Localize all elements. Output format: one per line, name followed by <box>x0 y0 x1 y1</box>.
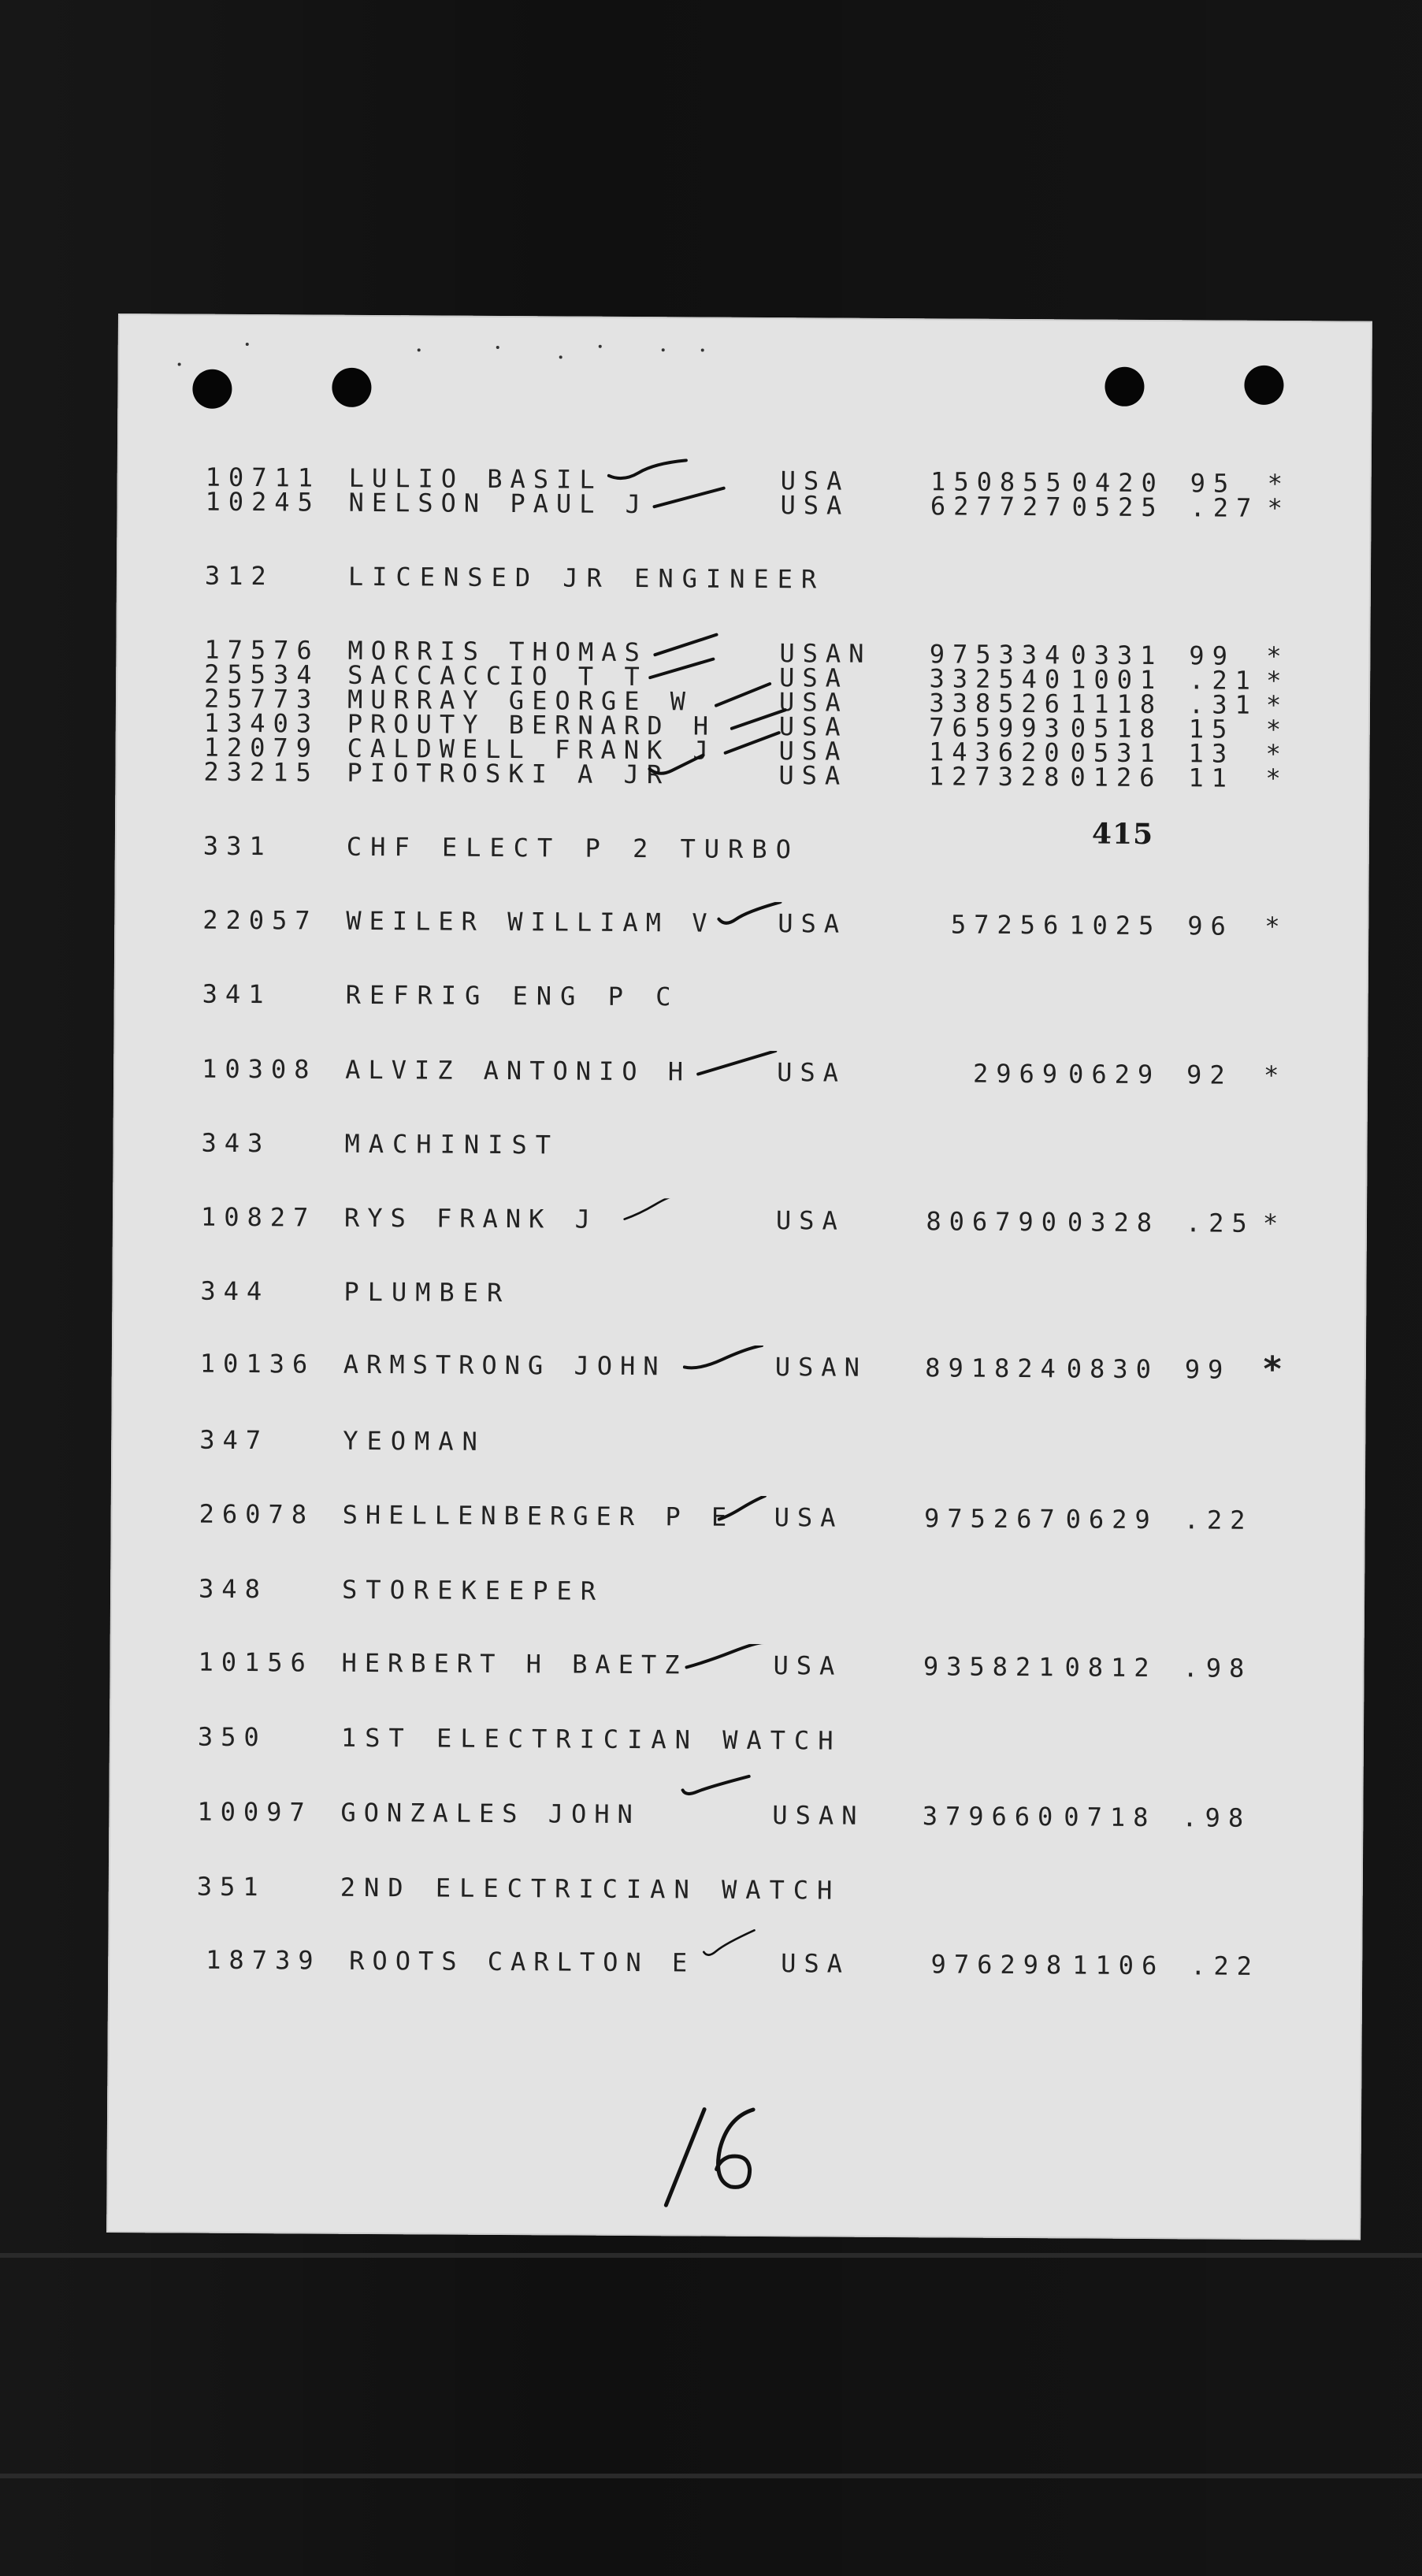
section-header <box>112 1277 1366 1312</box>
record-code: .25 <box>1185 1208 1255 1238</box>
checkmark-icon <box>687 1928 774 1961</box>
speck <box>559 355 562 358</box>
section-title: PLUMBER <box>343 1276 511 1308</box>
record-number: 338526 <box>929 688 1068 719</box>
record-code: 99 <box>1189 640 1236 671</box>
record-number: 379660 <box>922 1801 1061 1832</box>
employee-name: SHELLENBERGER P E <box>342 1499 735 1532</box>
section-code: 331 <box>202 830 273 862</box>
citizenship: USA <box>777 1057 847 1088</box>
employee-id: 10097 <box>197 1796 313 1828</box>
record-date: 0629 <box>1065 1504 1158 1535</box>
employee-name: WEILER WILLIAM V <box>346 905 715 938</box>
citizenship: USA <box>778 687 848 718</box>
checkmark-icon <box>648 753 734 785</box>
record-code: 13 <box>1188 738 1235 769</box>
record-date: 1001 <box>1071 664 1164 696</box>
asterisk-mark: * <box>1264 911 1280 942</box>
speck <box>662 348 665 351</box>
table-row <box>108 1946 1362 1980</box>
record-code: .98 <box>1182 1802 1252 1833</box>
employee-id: 10136 <box>199 1348 316 1379</box>
section-code: 350 <box>197 1721 267 1753</box>
record-code: 96 <box>1187 911 1234 941</box>
record-code: .27 <box>1190 492 1260 523</box>
employee-id: 12079 <box>203 732 320 763</box>
record-code: .31 <box>1188 689 1258 720</box>
speck <box>496 346 499 349</box>
section-header <box>115 832 1369 867</box>
punch-hole <box>332 368 371 407</box>
checkmark-icon <box>685 1643 771 1676</box>
record-code: 92 <box>1186 1060 1233 1090</box>
employee-name: PROUTY BERNARD H <box>347 708 717 741</box>
section-title: LICENSED JR ENGINEER <box>347 561 826 595</box>
employee-id: 10245 <box>205 486 321 518</box>
citizenship: USA <box>778 760 848 791</box>
speck <box>246 343 249 346</box>
record-date: 0525 <box>1071 492 1164 523</box>
asterisk-mark: * <box>1265 714 1282 745</box>
record-date: 1106 <box>1072 1950 1165 1981</box>
section-code: 348 <box>198 1573 269 1605</box>
employee-name: ARMSTRONG JOHN <box>343 1349 666 1382</box>
employee-id: 17576 <box>204 634 320 666</box>
section-code: 351 <box>196 1871 266 1902</box>
section-header <box>109 1873 1363 1907</box>
record-number: 143620 <box>928 737 1067 768</box>
checkmark-icon <box>609 1198 696 1230</box>
asterisk-mark: * <box>1266 665 1282 696</box>
employee-name: CALDWELL FRANK J <box>347 733 716 766</box>
citizenship: USAN <box>772 1800 865 1831</box>
section-title: YEOMAN <box>343 1425 486 1457</box>
employee-name: SACCACCIO T T <box>347 659 648 692</box>
section-title: STOREKEEPER <box>341 1574 605 1606</box>
section-title: 1ST ELECTRICIAN WATCH <box>340 1722 842 1756</box>
record-date: 0126 <box>1070 762 1163 793</box>
record-number: 806790 <box>926 1206 1065 1238</box>
record-date: 0718 <box>1064 1802 1157 1833</box>
record-number: 150855 <box>930 466 1069 498</box>
employee-id: 10308 <box>202 1053 317 1085</box>
record-code: .22 <box>1190 1951 1260 1981</box>
handwritten-page-number <box>634 2077 777 2212</box>
film-edge-band <box>0 2253 1422 2258</box>
record-date: 0830 <box>1066 1353 1160 1385</box>
record-number: 332540 <box>929 663 1068 695</box>
record-number: 57256 <box>950 909 1067 941</box>
asterisk-mark: * <box>1266 640 1282 672</box>
citizenship: USA <box>781 1948 851 1979</box>
section-code: 341 <box>202 978 272 1010</box>
employee-name: MORRIS THOMAS <box>347 635 648 668</box>
record-date: 0518 <box>1070 713 1163 744</box>
record-number: 975267 <box>923 1503 1063 1535</box>
citizenship: USA <box>774 1502 844 1533</box>
speck <box>599 345 602 348</box>
asterisk-mark: * <box>1265 689 1282 721</box>
record-number: 127328 <box>928 761 1067 792</box>
citizenship: USA <box>780 466 850 496</box>
record-date: 0328 <box>1067 1207 1160 1238</box>
asterisk-mark: * <box>1262 1208 1279 1239</box>
table-row <box>111 1500 1365 1535</box>
speck <box>418 348 421 351</box>
record-number: 2969 <box>972 1058 1066 1089</box>
employee-name: ALVIZ ANTONIO H <box>345 1054 692 1087</box>
table-row <box>113 1203 1367 1238</box>
employee-id: 25773 <box>203 683 320 715</box>
citizenship: USA <box>780 490 850 521</box>
document-sheet <box>106 314 1372 2240</box>
record-date: 0531 <box>1070 737 1163 769</box>
employee-id: 10711 <box>205 462 321 493</box>
employee-name: RYS FRANK J <box>343 1202 599 1234</box>
employee-id: 22057 <box>202 904 318 936</box>
stamped-number: 415 <box>1091 817 1154 852</box>
section-code: 343 <box>201 1127 271 1159</box>
speck <box>178 362 181 366</box>
employee-name: NELSON PAUL J <box>348 487 649 520</box>
record-code: 95 <box>1190 468 1237 499</box>
checkmark-icon <box>683 1345 770 1377</box>
employee-id: 23215 <box>203 756 319 788</box>
table-row <box>109 1798 1363 1832</box>
record-number: 935821 <box>923 1651 1062 1683</box>
table-row <box>113 1055 1368 1089</box>
checkmark-icon <box>678 1769 764 1802</box>
employee-name: LULIO BASIL <box>348 462 603 495</box>
punch-hole <box>1244 366 1283 405</box>
record-code: .22 <box>1183 1505 1253 1535</box>
section-title: REFRIG ENG P C <box>345 979 680 1012</box>
section-header <box>113 1129 1367 1164</box>
employee-id: 10156 <box>198 1646 314 1678</box>
punch-hole <box>192 369 232 409</box>
section-header <box>111 1426 1365 1461</box>
citizenship: USA <box>779 663 849 693</box>
citizenship: USAN <box>774 1352 868 1383</box>
record-number: 891824 <box>925 1353 1064 1384</box>
employee-id: 10827 <box>200 1201 317 1233</box>
asterisk-mark: * <box>1264 1060 1279 1091</box>
record-date: 0331 <box>1071 640 1164 671</box>
section-header <box>110 1575 1364 1609</box>
employee-name: ROOTS CARLTON E <box>349 1945 696 1978</box>
asterisk-mark: * <box>1265 738 1281 770</box>
asterisk-mark: * <box>1265 763 1281 794</box>
citizenship: USA <box>775 1205 845 1236</box>
speck <box>701 349 704 352</box>
employee-id: 18739 <box>206 1944 321 1976</box>
citizenship: USA <box>773 1650 843 1681</box>
record-code: 15 <box>1188 714 1235 744</box>
table-row <box>112 1348 1366 1390</box>
employee-name: GONZALES JOHN <box>340 1797 640 1830</box>
asterisk-mark: * <box>1261 1349 1283 1390</box>
record-code: .21 <box>1189 665 1259 696</box>
citizenship: USA <box>778 736 848 766</box>
employee-id: 13403 <box>203 707 320 739</box>
section-title: MACHINIST <box>344 1128 560 1160</box>
record-number: 765993 <box>929 712 1067 744</box>
section-header <box>114 980 1368 1015</box>
asterisk-mark: * <box>1267 468 1283 499</box>
section-code: 344 <box>200 1275 270 1307</box>
employee-name: HERBERT H BAETZ <box>341 1647 688 1680</box>
punch-hole <box>1105 367 1144 406</box>
section-header <box>117 562 1371 596</box>
employee-id: 26078 <box>199 1498 315 1530</box>
employee-name: MURRAY GEORGE W <box>347 684 694 717</box>
citizenship: USAN <box>779 638 872 669</box>
section-header <box>110 1723 1364 1758</box>
record-date: 0629 <box>1068 1059 1161 1090</box>
checkmark-icon <box>652 483 739 515</box>
section-code: 312 <box>204 560 274 592</box>
record-number: 627727 <box>930 491 1069 522</box>
table-row <box>110 1648 1364 1683</box>
section-title: 2ND ELECTRICIAN WATCH <box>340 1872 841 1906</box>
employee-name: PIOTROSKI A JR <box>347 757 670 790</box>
record-number: 975334 <box>929 639 1068 670</box>
citizenship: USA <box>778 908 848 939</box>
record-code: .98 <box>1183 1653 1253 1683</box>
table-row <box>114 906 1368 941</box>
record-date: 0812 <box>1064 1652 1157 1683</box>
section-code: 347 <box>199 1424 269 1456</box>
record-code: 99 <box>1184 1354 1231 1385</box>
checkmark-icon <box>696 1051 783 1083</box>
record-number: 976298 <box>930 1949 1070 1980</box>
citizenship: USA <box>778 711 848 742</box>
record-date: 1118 <box>1070 689 1164 720</box>
film-edge-band <box>0 2474 1422 2478</box>
record-date: 1025 <box>1069 910 1162 941</box>
record-code: 11 <box>1188 763 1235 793</box>
asterisk-mark: * <box>1267 492 1283 524</box>
employee-id: 25534 <box>204 659 320 690</box>
section-title: CHF ELECT P 2 TURBO <box>346 831 800 865</box>
record-date: 0420 <box>1071 467 1164 499</box>
